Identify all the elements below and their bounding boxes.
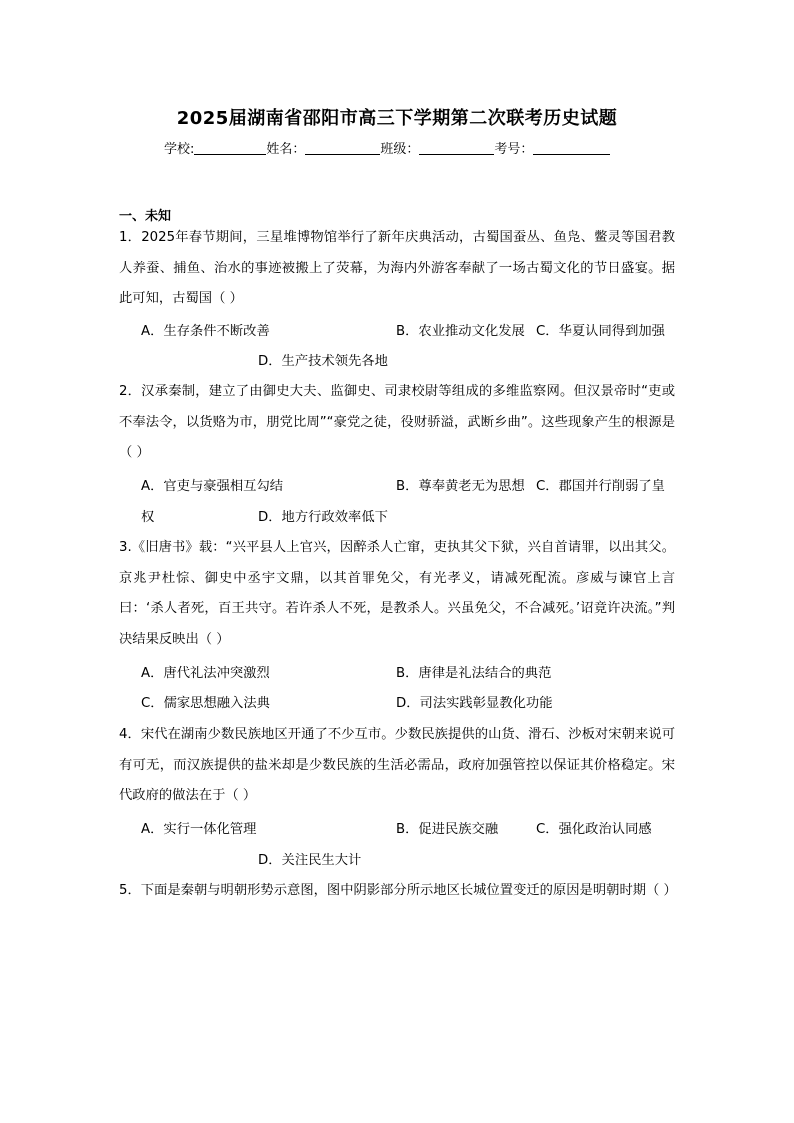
question-2-option-c[interactable]: C．郡国并行削弱了皇 <box>536 479 665 494</box>
class-field[interactable] <box>419 140 494 155</box>
question-2-option-a[interactable]: A．官吏与豪强相互勾结 <box>141 479 284 494</box>
question-4-option-b[interactable]: B．促进民族交融 <box>396 822 499 837</box>
question-1-stem: 1．2025年春节期间，三星堆博物馆举行了新年庆典活动，古蜀国蚕丛、鱼凫、鳖灵等国君教人养蚕、捕鱼、治水的事迹被搬上了荧幕，为海内外游客奉献了一场古蜀文化的节日盛宴。据此可知，古蜀国（ ） <box>119 230 675 306</box>
question-5-stem: 5．下面是秦朝与明朝形势示意图，图中阴影部分所示地区长城位置变迁的原因是明朝时期（ ） <box>119 883 677 898</box>
question-3-stem: 3.《旧唐书》载：“兴平县人上官兴，因醉杀人亡窜，吏执其父下狱，兴自首请罪，以出其父。京兆尹杜悰、御史中丞宇文鼎，以其首罪免父，有光孝义，请减死配流。彦威与谏官上言曰：‘杀人者死，百王共守。若许杀人不死，是教杀人。兴虽免父，不合减死。’诏竟许决流。”判决结果反映出（ ） <box>119 540 675 647</box>
student-info-row <box>164 138 610 157</box>
exam-no-label: 考号： <box>494 142 534 157</box>
name-label: 姓名： <box>266 142 306 157</box>
question-3-option-d[interactable]: D．司法实践彰显教化功能 <box>396 696 553 711</box>
school-field[interactable] <box>194 140 266 155</box>
question-1-option-c[interactable]: C．华夏认同得到加强 <box>536 324 665 339</box>
question-2-option-d[interactable]: D．地方行政效率低下 <box>258 510 388 525</box>
question-3-option-a[interactable]: A．唐代礼法冲突激烈 <box>141 666 270 681</box>
name-field[interactable] <box>305 140 380 155</box>
class-label: 班级： <box>380 142 420 157</box>
question-4-option-c[interactable]: C．强化政治认同感 <box>536 822 652 837</box>
exam-no-field[interactable] <box>533 140 610 155</box>
question-2-option-c-wrap: 权 <box>141 510 155 525</box>
question-3-option-c[interactable]: C．儒家思想融入法典 <box>141 696 270 711</box>
section-heading: 一、未知 <box>119 209 172 224</box>
page-title: 2025届湖南省邵阳市高三下学期第二次联考历史试题 <box>176 108 618 129</box>
question-2-option-b[interactable]: B．尊奉黄老无为思想 <box>396 479 525 494</box>
question-1-option-a[interactable]: A．生存条件不断改善 <box>141 324 270 339</box>
question-1-option-d[interactable]: D．生产技术领先各地 <box>258 354 388 369</box>
question-4-option-d[interactable]: D．关注民生大计 <box>258 853 362 868</box>
question-3-option-b[interactable]: B．唐律是礼法结合的典范 <box>396 666 552 681</box>
question-1-option-b[interactable]: B．农业推动文化发展 <box>396 324 525 339</box>
question-2-stem: 2．汉承秦制，建立了由御史大夫、监御史、司隶校尉等组成的多维监察网。但汉景帝时“吏或不奉法令，以货赂为市，朋党比周”“豪党之徒，役财骄溢，武断乡曲”。这些现象产生的根源是（ ） <box>119 384 675 460</box>
question-4-stem: 4．宋代在湖南少数民族地区开通了不少互市。少数民族提供的山货、滑石、沙板对宋朝来说可有可无，而汉族提供的盐米却是少数民族的生活必需品，政府加强管控以保证其价格稳定。宋代政府的做法在于（ ） <box>119 727 675 803</box>
question-4-option-a[interactable]: A．实行一体化管理 <box>141 822 257 837</box>
school-label: 学校: <box>164 142 195 157</box>
